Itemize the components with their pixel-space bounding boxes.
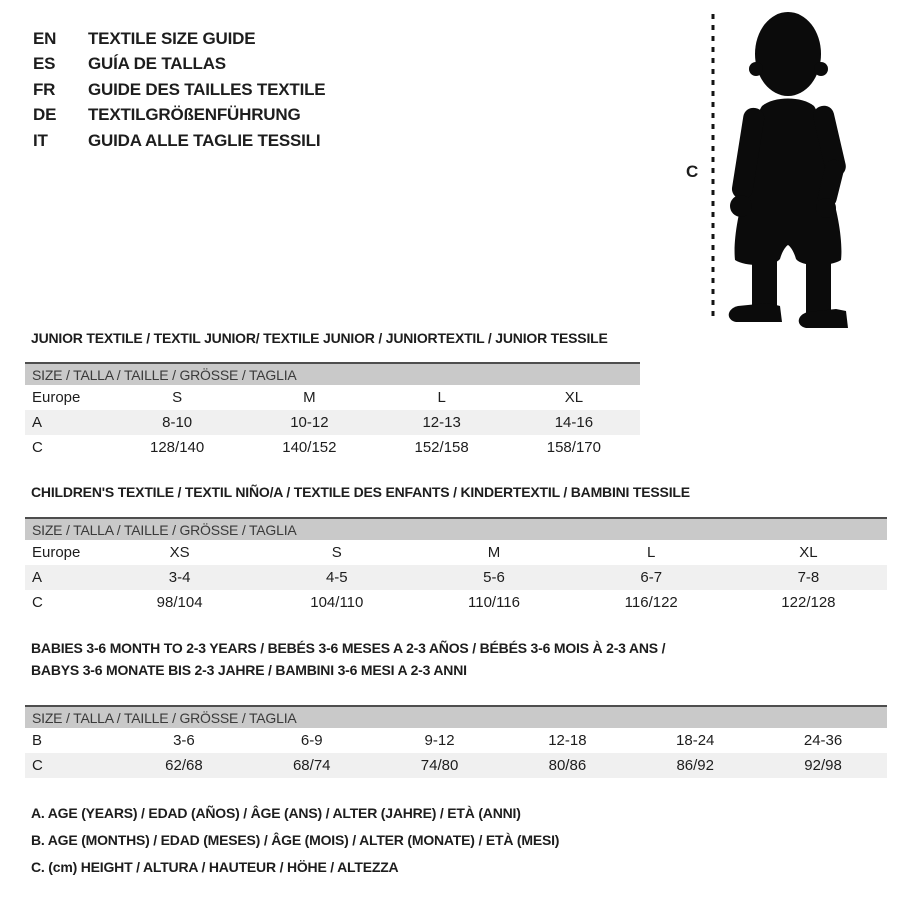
size-cell: 110/116 [468,594,520,611]
language-row [33,128,325,154]
baby-figure [678,4,890,330]
table-header-band [25,517,887,540]
size-cell: XL [799,544,818,561]
size-cell: S [331,544,342,561]
table-header-band [25,705,887,728]
language-title-list [33,26,325,154]
size-cell: 3-4 [168,569,191,586]
size-cell: 8-10 [162,414,193,431]
baby-silhouette-icon [729,12,848,328]
size-cell: XL [564,389,584,406]
table-row [25,565,887,590]
size-cell: XS [169,544,190,561]
table-row [25,590,887,615]
size-cell: 68/74 [292,757,331,774]
section-title [31,327,640,349]
size-table [25,728,887,778]
size-cell: 6-7 [640,569,663,586]
language-code: IT [33,130,48,150]
section-title-line: BABYS 3-6 MONATE BIS 2-3 JAHRE / BAMBINI 3-6 MESI A 2-3 ANNI [31,662,467,678]
language-row [33,52,325,78]
table-row [25,753,887,778]
footnote-line: B. AGE (MONTHS) / EDAD (MESES) / ÂGE (MOIS) / ALTER (MONATE) / ETÀ (MESI) [31,832,560,848]
table-header-band [25,362,640,385]
size-cell: L [647,544,656,561]
section-title [31,637,887,681]
size-cell: 6-9 [300,732,323,749]
size-cell: 18-24 [676,732,715,749]
size-cell: 104/110 [310,594,364,611]
size-cell: 3-6 [173,732,195,749]
section-title-line: BABIES 3-6 MONTH TO 2-3 YEARS / BEBÉS 3-6 MESES A 2-3 AÑOS / BÉBÉS 3-6 MOIS À 2-3 ANS / [31,640,666,656]
baby-silhouette-graphic [678,4,890,330]
section-title-line: JUNIOR TEXTILE / TEXTIL JUNIOR/ TEXTILE JUNIOR / JUNIORTEXTIL / JUNIOR TESSILE [31,330,608,346]
language-title: GUIDE DES TAILLES TEXTILE [88,79,326,99]
section-babies-textile [25,637,887,778]
height-measure-label: C [686,162,699,181]
size-cell: 92/98 [804,757,842,774]
row-label: Europe [32,389,81,406]
footnote-line: C. (cm) HEIGHT / ALTURA / HAUTEUR / HÖHE / ALTEZZA [31,859,399,875]
section-title [31,481,887,503]
table-row [25,435,640,460]
language-title: TEXTILGRÖßENFÜHRUNG [88,105,301,125]
language-row [33,103,325,129]
footnote-line: A. AGE (YEARS) / EDAD (AÑOS) / ÂGE (ANS) / ALTER (JAHRE) / ETÀ (ANNI) [31,805,521,821]
size-cell: 62/68 [165,757,203,774]
language-row [33,26,325,52]
language-code: FR [33,79,56,99]
size-cell: 122/128 [781,594,836,611]
row-label: C [32,757,43,774]
size-table [25,385,640,460]
size-cell: 12-18 [548,732,587,749]
legend-footnotes [31,800,559,881]
size-cell: 14-16 [554,414,594,431]
size-cell: L [437,389,446,406]
size-cell: 80/86 [548,757,587,774]
section-title-line: CHILDREN'S TEXTILE / TEXTIL NIÑO/A / TEXTILE DES ENFANTS / KINDERTEXTIL / BAMBINI TESSILE [31,484,690,500]
size-cell: 10-12 [290,414,329,431]
size-cell: M [303,389,316,406]
row-label: Europe [32,544,81,561]
table-row [25,728,887,753]
size-header-label: SIZE / TALLA / TAILLE / GRÖSSE / TAGLIA [32,521,297,538]
table-row [25,385,640,410]
size-cell: 98/104 [156,594,203,611]
size-cell: 74/80 [420,757,459,774]
size-cell: 158/170 [546,439,601,456]
row-label: A [32,569,43,586]
size-cell: M [487,544,501,561]
row-label: C [32,439,43,456]
size-cell: 152/158 [414,439,469,456]
size-cell: 128/140 [150,439,205,456]
size-cell: 4-5 [325,569,348,586]
language-title: GUÍA DE TALLAS [88,54,226,74]
language-row [33,77,325,103]
size-cell: 140/152 [282,439,337,456]
table-row [25,540,887,565]
size-cell: 12-13 [422,414,461,431]
row-label: C [32,594,43,611]
table-row [25,410,640,435]
size-cell: 5-6 [483,569,505,586]
section-junior-textile [25,327,640,460]
size-table [25,540,887,615]
row-label: B [32,732,43,749]
row-label: A [32,414,43,431]
size-header-label: SIZE / TALLA / TAILLE / GRÖSSE / TAGLIA [32,709,297,726]
size-cell: 116/122 [624,594,678,611]
size-cell: S [172,389,183,406]
size-cell: 24-36 [803,732,843,749]
size-cell: 7-8 [797,569,820,586]
size-cell: 9-12 [424,732,455,749]
language-code: DE [33,105,57,125]
size-header-label: SIZE / TALLA / TAILLE / GRÖSSE / TAGLIA [32,366,297,383]
section-children-textile [25,481,887,615]
size-cell: 86/92 [676,757,714,774]
language-title: GUIDA ALLE TAGLIE TESSILI [88,130,321,150]
language-title: TEXTILE SIZE GUIDE [88,28,256,48]
language-code: EN [33,28,57,48]
language-code: ES [33,54,56,74]
